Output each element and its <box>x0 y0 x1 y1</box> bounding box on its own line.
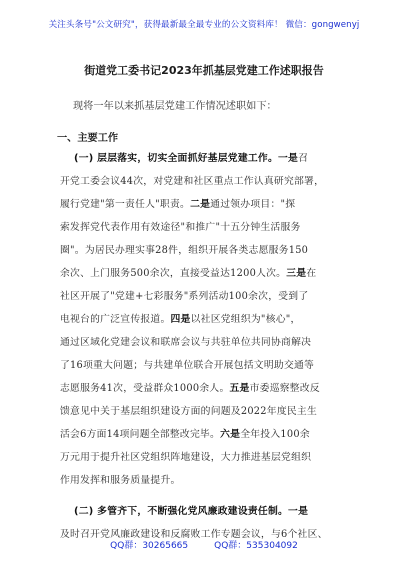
body-line: 履行党建"第一责任人"职责。二是通过领办项目："探 <box>60 199 296 210</box>
body-line: 社区开展了"党建+七彩服务"系列活动100余次，受到了 <box>60 291 309 302</box>
body-line: 了16项重大问题；与共建单位联合开展包括文明助交通等 <box>60 360 315 371</box>
ordinal-marker: 三是 <box>286 268 307 279</box>
body-line: 电视台的广泛宣传报道。四是以社区党组织为"核心"， <box>60 314 301 325</box>
paragraph-lead: (二) 多管齐下，不断强化党风廉政建设责任制。一是 <box>74 506 309 517</box>
paragraph-lead: (一) 层层落实，切实全面抓好基层党建工作。一是 <box>74 153 299 164</box>
header-banner: 关注头条号"公文研究"，获得最新最全最专业的公文资料库！ 微信：gongwenyj <box>48 20 360 30</box>
body-line: 余次、上门服务500余次，直接受益达1200人次。三是在 <box>60 268 317 279</box>
ordinal-marker: 五是 <box>229 383 250 394</box>
body-line: 活会6方面14项问题全部整改完毕。六是全年投入100余 <box>60 429 310 440</box>
body-line: 万元用于提升社区党组织阵地建设，大力推进基层党组织 <box>60 452 312 463</box>
footer-contacts <box>0 538 408 551</box>
ordinal-marker: 四是 <box>170 314 191 325</box>
intro-paragraph: 现将一年以来抓基层党建工作情况述职如下： <box>73 101 277 112</box>
ordinal-marker: 二是 <box>190 199 211 210</box>
body-line: 开党工委会议44次，对党建和社区重点工作认真研究部署， <box>60 176 325 187</box>
body-line: 志愿服务41次，受益群众1000余人。五是市委巡察整改反 <box>60 383 320 394</box>
body-line: 馈意见中关于基层组织建设方面的问题及2022年度民主生 <box>60 406 318 417</box>
qq-group-2: QQ群：535304092 <box>214 541 298 551</box>
body-line: 通过区域化党建会议和联席会议与共驻单位共同协商解决 <box>60 337 312 348</box>
body-line: (一) 层层落实，切实全面抓好基层党建工作。一是召 <box>74 153 309 164</box>
ordinal-marker: 六是 <box>220 429 241 440</box>
qq-group-1: QQ群：30265665 <box>110 541 189 551</box>
body-line: 圈"。为居民办理实事28件，组织开展各类志愿服务150 <box>60 245 309 256</box>
section-heading: 一、主要工作 <box>57 133 119 144</box>
body-line: 作用发挥和服务质量提升。 <box>60 475 181 486</box>
body-line: 索发挥党代表作用有效途径"和推广"十五分钟生活服务 <box>60 222 301 233</box>
body-line: 及时召开党风廉政建设和反腐败工作专题会议，与6个社区、 <box>60 529 328 540</box>
body-line <box>74 503 308 517</box>
document-title: 街道党工委书记2023年抓基层党建工作述职报告 <box>84 64 324 77</box>
